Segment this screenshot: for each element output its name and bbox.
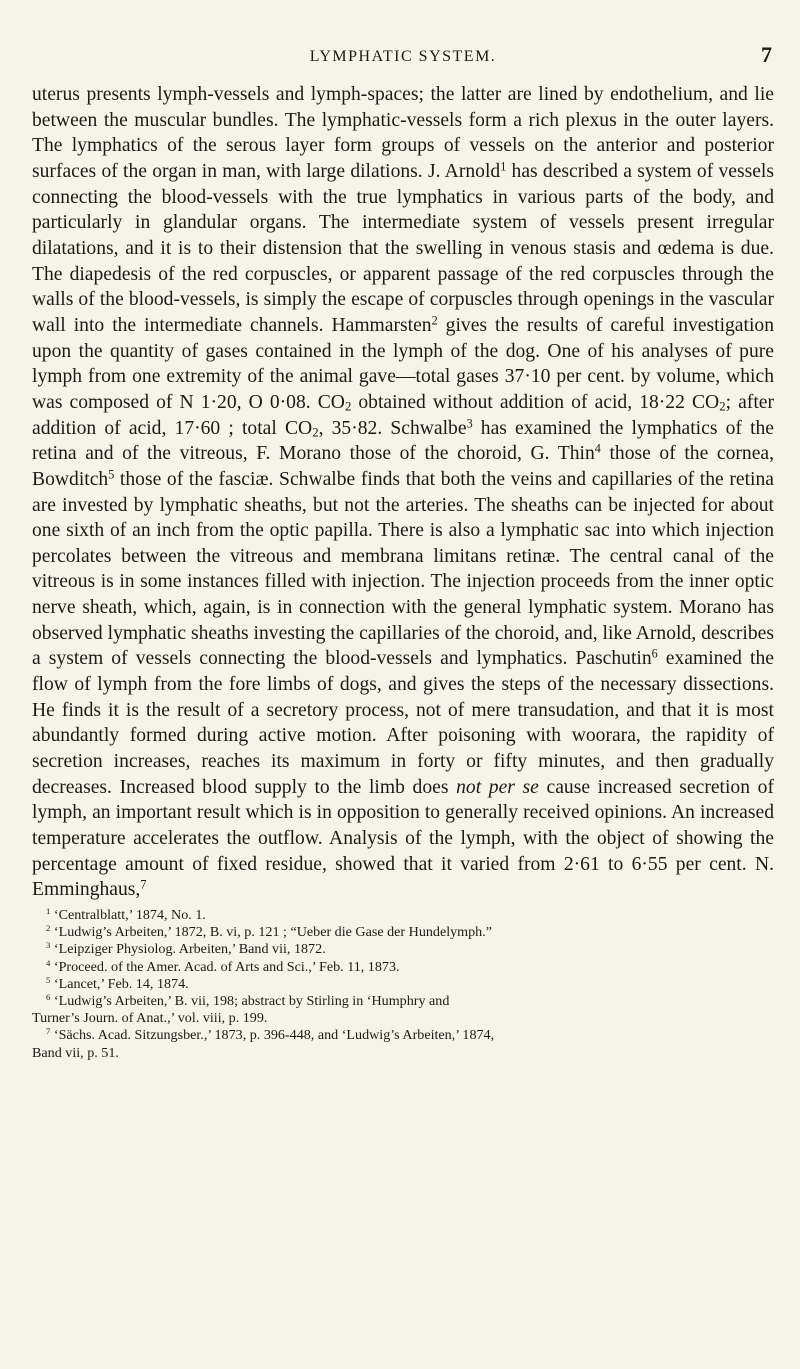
- italic-run: not per se: [456, 776, 539, 798]
- footnote-number: 2: [46, 923, 51, 934]
- footnote-text: ‘Ludwig’s Arbeiten,’ B. vii, 198; abstract by Stirling in ‘Humphry and: [50, 993, 450, 1010]
- page-number: 7: [761, 42, 772, 67]
- footnote-text: ‘Lancet,’ Feb. 14, 1874.: [50, 975, 189, 992]
- footnote: [32, 1045, 774, 1062]
- footnote-text: ‘Sächs. Acad. Sitzungsber.,’ 1873, p. 396-448, and ‘Ludwig’s Arbeiten,’ 1874,: [50, 1027, 495, 1044]
- footnote-ref: 7: [140, 877, 147, 892]
- body-paragraph: [32, 82, 774, 903]
- footnote-number: 3: [46, 940, 51, 951]
- footnote-ref: 1: [500, 159, 507, 174]
- footnote-ref: 2: [431, 313, 438, 328]
- footnote: [32, 924, 774, 941]
- footnote-text: ‘Proceed. of the Amer. Acad. of Arts and Sci.,’ Feb. 11, 1873.: [50, 958, 400, 975]
- footnote-ref: 5: [108, 467, 115, 482]
- footnote-ref: 4: [594, 441, 601, 456]
- footnote-number: 7: [46, 1026, 51, 1037]
- footnote: [32, 1010, 774, 1027]
- text-run: gives the results of careful investigation upon the quantity of gases contained in the lymph of the dog. One of his analyses of pure lymph from one extremity of the animal gave—total gases 37·10 per cent. by volume, which was composed of N 1·20, O 0·08. CO: [32, 314, 774, 413]
- subscript: 2: [719, 399, 726, 414]
- footnote-text: Band vii, p. 51.: [32, 1044, 119, 1061]
- text-run: cause increased secretion of lymph, an important result which is in opposition to generally received opinions. An increased temperature accelerates the outflow. Analysis of the lymph, with the object of showing the percentage amount of fixed residue, showed that it varied from 2·61 to 6·55 per cent. N. Emminghaus,: [32, 776, 774, 901]
- text-run: those of the fasciæ. Schwalbe finds that both the veins and capillaries of the retina are invested by lymphatic sheaths, but not the arteries. The sheaths can be injected for about one sixth of an inch from the optic papilla. There is also a lymphatic sac into which injection percolates between the vitreous and membrana limitans retinæ. The central canal of the vitreous is in some instances filled with injection. The injection proceeds from the inner optic nerve sheath, which, again, is in connection with the general lymphatic system. Morano has observed lymphatic sheaths investing the capillaries of the choroid, and, like Arnold, describes a system of vessels connecting the blood-vessels and lymphatics. Paschutin: [32, 468, 774, 670]
- text-run: , 35·82. Schwalbe: [318, 417, 467, 439]
- footnote-number: 1: [46, 906, 51, 917]
- footnote: [32, 993, 774, 1010]
- subscript: 2: [312, 425, 319, 440]
- footnote-number: 4: [46, 957, 51, 968]
- footnote: [32, 907, 774, 924]
- text-run: ; after addition of acid, 17·60 ; total CO: [32, 391, 774, 439]
- footnote-number: 6: [46, 992, 51, 1003]
- text-run: has described a system of vessels connecting the blood-vessels with the true lymphatics in various parts of the body, and particularly in glandular organs. The intermediate system of vessels present irregular dilatations, and it is to their distension that the swelling in venous stasis and œdema is due. The diapedesis of the red corpuscles, or apparent passage of the red corpuscles through the walls of the blood-vessels, is simply the escape of corpuscles through openings in the vascular wall into the intermediate channels. Hammarsten: [32, 160, 774, 336]
- text-run: has examined the lymphatics of the retina and of the vitreous, F. Morano those of the choroid, G. Thin: [32, 417, 775, 465]
- running-title: LYMPHATIC SYSTEM.: [309, 48, 497, 65]
- page-header: [32, 0, 774, 70]
- footnote: [32, 959, 774, 976]
- footnote-text: ‘Ludwig’s Arbeiten,’ 1872, B. vi, p. 121 ; “Ueber die Gase der Hundelymph.”: [50, 924, 493, 941]
- footnote: [32, 1027, 774, 1044]
- text-run: those of the cornea, Bowditch: [32, 443, 774, 490]
- subscript: 2: [344, 399, 352, 414]
- footnote-ref: 3: [466, 415, 473, 430]
- footnote-text: ‘Centralblatt,’ 1874, No. 1.: [50, 907, 206, 923]
- footnote: [32, 941, 774, 958]
- footnote: [32, 976, 774, 993]
- text-run: uterus presents lymph-vessels and lymph-spaces; the latter are lined by endothelium, and lie between the muscular bundles. The lymphatic-vessels form a rich plexus in the outer layers. The lymphatics of the serous layer form groups of vessels on the anterior and posterior surfaces of the organ in man, with large dilations. J. Arnold: [32, 84, 774, 182]
- footnote-text: Turner’s Journ. of Anat.,’ vol. viii, p. 199.: [32, 1010, 268, 1027]
- footnote-number: 5: [46, 975, 51, 986]
- text-run: obtained without addition of acid, 18·22 CO: [351, 391, 720, 413]
- footnote-text: ‘Leipziger Physiolog. Arbeiten,’ Band vii, 1872.: [50, 941, 326, 958]
- footnote-ref: 6: [651, 646, 658, 661]
- footnotes: [32, 907, 774, 1062]
- text-run: examined the flow of lymph from the fore limbs of dogs, and gives the steps of the necessary dissections. He finds it is the result of a secretory process, not of mere transudation, and that it is most abundantly formed during active motion. After poisoning with woorara, the rapidity of secretion increases, reaches its maximum in forty or fifty minutes, and then gradually decreases. Increased blood supply to the limb does: [32, 648, 774, 798]
